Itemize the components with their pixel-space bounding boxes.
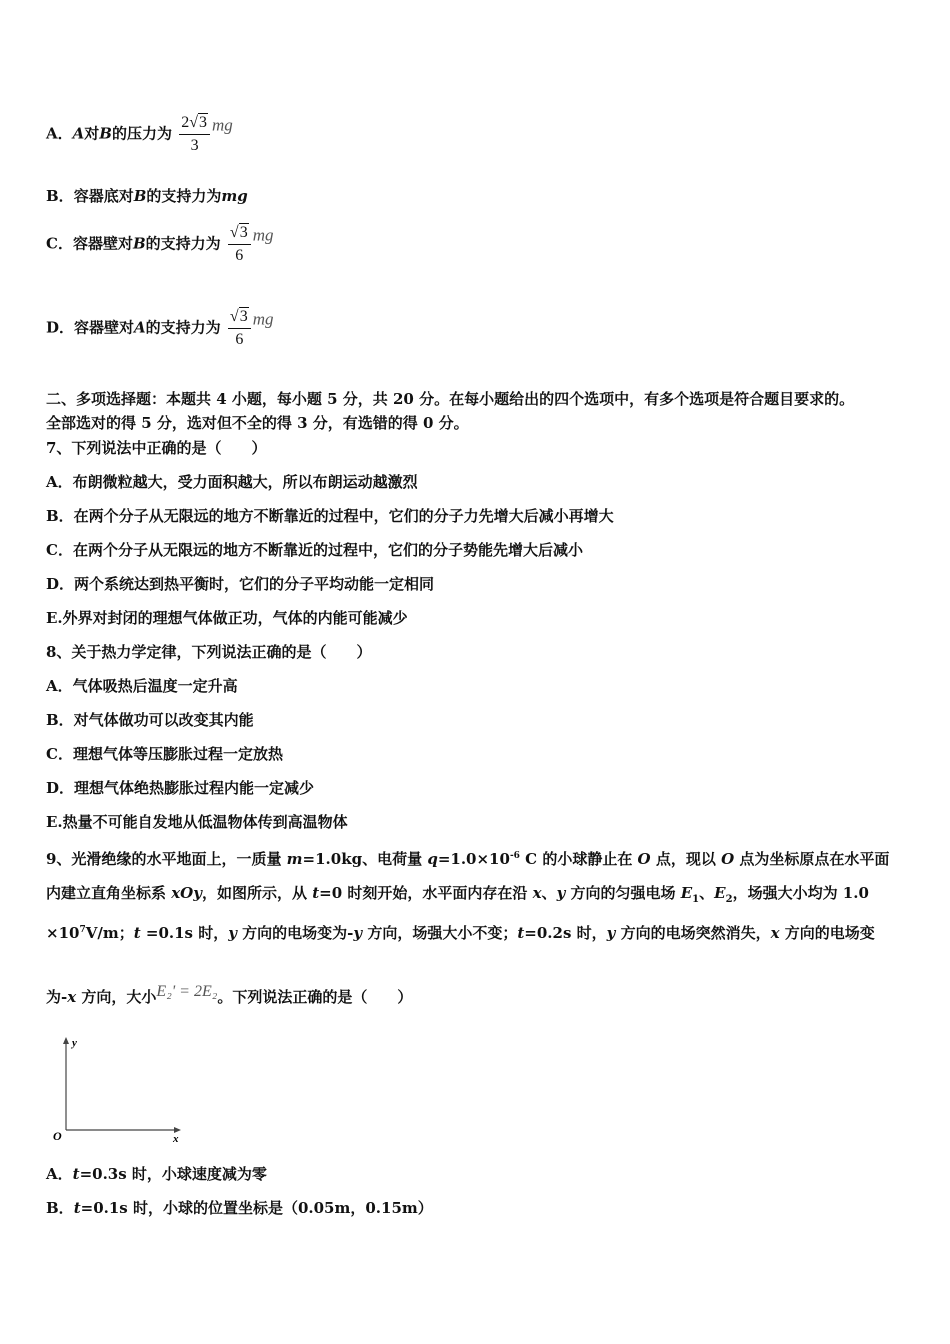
var-a: A: [134, 318, 146, 337]
unit-mg: mg: [252, 225, 274, 245]
fraction: $\frac{√3}{6}$: [228, 306, 251, 351]
text: V/m；: [85, 924, 134, 942]
var: O: [721, 850, 735, 868]
var: E: [714, 884, 726, 902]
text: 的支持力为: [145, 318, 221, 337]
denominator: 6: [235, 247, 244, 264]
var: m: [286, 850, 303, 868]
text: 容器壁对: [72, 234, 133, 253]
text: 为-: [46, 988, 68, 1006]
q8-option-d: D．理想气体绝热膨胀过程内能一定减少: [46, 779, 315, 797]
text: C 的小球静止在: [519, 850, 638, 868]
text: 容器底对: [73, 187, 134, 205]
fraction: $\frac{√3}{6}$: [228, 222, 251, 267]
text: =0 时刻开始，水平面内存在沿: [319, 884, 533, 902]
q9-stem-line2: [46, 882, 869, 911]
q7-option-c: C．在两个分子从无限远的地方不断靠近的过程中，它们的分子势能先增大后减小: [46, 541, 583, 559]
text: 9、光滑绝缘的水平地面上，一质量: [46, 850, 287, 868]
text: 对: [84, 124, 100, 143]
q6-option-b: [46, 185, 248, 207]
q7-option-b: B．在两个分子从无限远的地方不断靠近的过程中，它们的分子力先增大后减小再增大: [46, 507, 614, 525]
var: t: [517, 924, 525, 942]
option-label: C．: [46, 234, 73, 253]
q7-option-e: E.外界对封闭的理想气体做正功，气体的内能可能减少: [46, 609, 408, 627]
var: y: [353, 924, 363, 942]
q7-option-a: A．布朗微粒越大，受力面积越大，所以布朗运动越激烈: [46, 473, 418, 491]
q7-option-d: D．两个系统达到热平衡时，它们的分子平均动能一定相同: [46, 575, 435, 593]
text: 方向的电场变为-: [236, 924, 354, 942]
text: =0.3s 时，小球速度减为零: [79, 1165, 267, 1183]
text: 的支持力为: [145, 234, 221, 253]
unit-mg: mg: [252, 309, 274, 329]
q8-option-b: B．对气体做功可以改变其内能: [46, 711, 254, 729]
option-label: B．: [46, 187, 74, 205]
text: 点为坐标原点在水平面: [734, 850, 890, 868]
q9-stem-line4: [46, 981, 412, 1008]
text: ，如图所示，从: [201, 884, 313, 902]
q9-option-a: [46, 1163, 267, 1185]
text: 内建立直角坐标系: [46, 884, 172, 902]
text: 方向，大小: [76, 988, 157, 1006]
var: x: [532, 884, 542, 902]
text: 方向，场强大小不变；: [362, 924, 518, 942]
text: 方向的匀强电场: [565, 884, 681, 902]
radicand: 3: [239, 224, 248, 241]
denominator: 3: [190, 137, 199, 154]
text: 容器壁对: [74, 318, 135, 337]
text: 、: [699, 884, 715, 902]
origin-label: O: [53, 1129, 62, 1143]
var: O: [637, 850, 651, 868]
var: t: [312, 884, 320, 902]
text: =0.1s 时，小球的位置坐标是（0.05m，0.15m）: [80, 1199, 433, 1217]
x-axis-label: x: [173, 1133, 179, 1145]
text: ×10: [46, 924, 80, 942]
text: =1.0kg、电荷量: [302, 850, 428, 868]
section2-instructions: 全部选对的得 5 分，选对但不全的得 3 分，有选错的得 0 分。: [46, 414, 469, 432]
unit-mg: mg: [212, 115, 233, 135]
q6-option-a: [46, 112, 233, 157]
var: x: [67, 988, 77, 1006]
var: t: [73, 1199, 81, 1217]
text: 点，现以: [650, 850, 722, 868]
var-b: B: [99, 124, 112, 143]
var: x: [770, 924, 780, 942]
radicand: 3: [239, 308, 248, 325]
fraction: $\frac{2√3}{3}$: [179, 112, 210, 157]
q8-stem: 8、关于热力学定律，下列说法正确的是（ ）: [46, 643, 372, 661]
q6-option-c: [46, 222, 273, 267]
text: 的支持力为: [146, 187, 222, 205]
exponent: -6: [509, 851, 520, 861]
text: ，场强大小均为 1.0: [732, 884, 869, 902]
coef: 2: [181, 114, 190, 131]
text: 方向的电场突然消失，: [615, 924, 771, 942]
text: 、: [541, 884, 557, 902]
y-axis-arrow: [63, 1037, 69, 1044]
q7-stem: 7、下列说法中正确的是（ ）: [46, 439, 267, 457]
option-label: A．: [46, 124, 73, 143]
var: q: [427, 850, 438, 868]
text: =0.2s 时，: [524, 924, 607, 942]
q9-stem-line1: [46, 845, 889, 870]
subscript: 1: [692, 894, 700, 905]
radicand: 3: [199, 114, 208, 131]
text: =0.1s 时，: [140, 924, 229, 942]
option-label: A．: [46, 1165, 73, 1183]
unit-mg: mg: [221, 187, 248, 205]
var-b: B: [132, 234, 146, 253]
var: t: [72, 1165, 80, 1183]
exponent: 7: [79, 925, 86, 935]
var: E: [680, 884, 693, 902]
var: t: [133, 924, 141, 942]
field-formula: E₂' = 2E₂: [156, 983, 218, 1000]
denominator: 6: [235, 331, 244, 348]
q6-option-d: [46, 306, 273, 351]
option-label: D．: [46, 318, 75, 337]
q8-option-c: C．理想气体等压膨胀过程一定放热: [46, 745, 283, 763]
var-b: B: [133, 187, 147, 205]
q9-option-b: [46, 1197, 433, 1219]
var: y: [556, 884, 566, 902]
subscript: 2: [725, 894, 733, 905]
var: y: [228, 924, 237, 942]
var: y: [606, 924, 616, 942]
text: 的压力为: [111, 124, 172, 143]
y-axis-label: y: [72, 1037, 77, 1049]
text: 方向的电场变: [779, 924, 875, 942]
text: =1.0×10: [437, 850, 510, 868]
text: 。下列说法正确的是（ ）: [217, 988, 413, 1006]
section2-heading: 二、多项选择题：本题共 4 小题，每小题 5 分，共 20 分。在每小题给出的四个选项中，有多个选项是符合题目要求的。: [46, 390, 855, 408]
var-a: A: [72, 124, 85, 143]
q8-option-e: E.热量不可能自发地从低温物体传到高温物体: [46, 813, 348, 831]
option-label: B．: [46, 1199, 74, 1217]
q9-stem-line3: [46, 919, 875, 944]
q8-option-a: A．气体吸热后温度一定升高: [46, 677, 238, 695]
coordinate-axes-diagram: [50, 1032, 190, 1147]
var: xOy: [171, 884, 202, 902]
